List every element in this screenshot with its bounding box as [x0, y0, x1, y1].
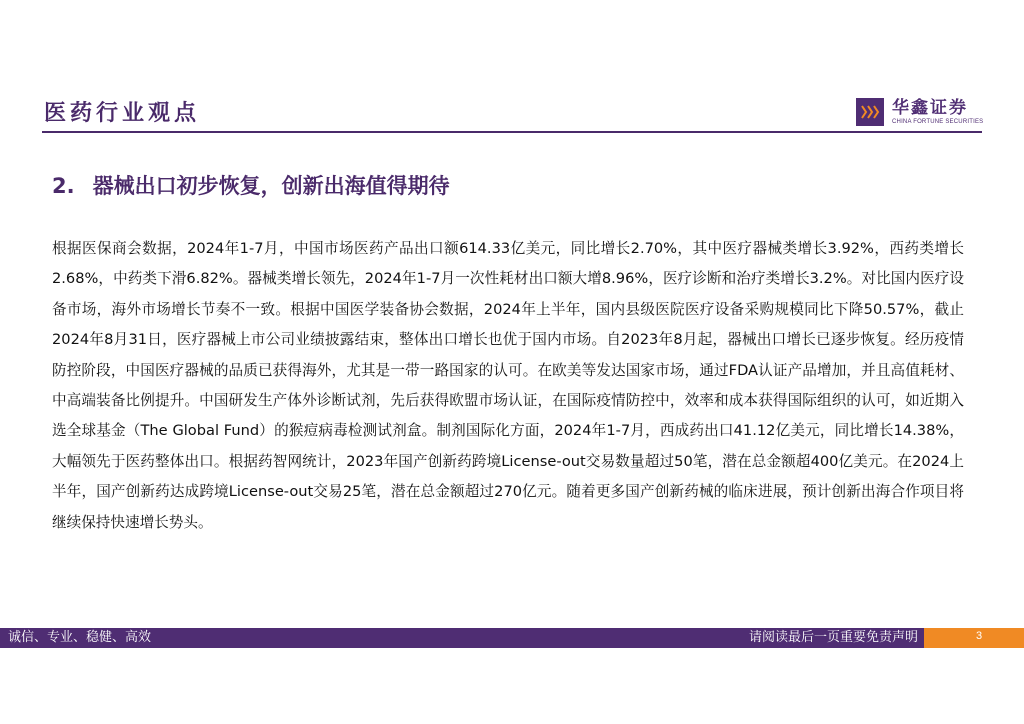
section-number: 2. — [52, 174, 75, 198]
logo-mark-icon — [856, 98, 884, 126]
page-number: 3 — [976, 630, 983, 642]
footer-slogan: 诚信、专业、稳健、高效 — [8, 630, 152, 645]
footer-disclaimer: 请阅读最后一页重要免责声明 — [748, 630, 918, 645]
footer-bar — [0, 628, 924, 648]
logo-chinese-name: 华鑫证券 — [892, 98, 968, 118]
logo-english-name: CHINA FORTUNE SECURITIES — [892, 119, 984, 125]
section-heading — [52, 170, 450, 200]
section-heading-text: 器械出口初步恢复，创新出海值得期待 — [92, 174, 450, 198]
header-divider — [42, 131, 982, 133]
page-number-box — [924, 628, 1024, 648]
company-logo — [856, 98, 983, 126]
page-title: 医药行业观点 — [44, 101, 201, 126]
body-paragraph: 根据医保商会数据，2024年1-7月，中国市场医药产品出口额614.33亿美元，同比增长2.70%，其中医疗器械类增长3.92%，西药类增长2.68%，中药类下滑6.82%。器械类增长领先，2024年1-7月一次性耗材出口额大增8.96%，医疗诊断和治疗类增长3.2%。对比国内医疗设备市场，海外市场增长节奏不一致。根据中国医学装备协会数据，2024年上半年，国内县级医院医疗设备采购规模同比下降50.57%，截止2024年8月31日，医疗器械上市公司业绩披露结束，整体出口增长也优于国内市场。自2023年8月起，器械出口增长已逐步恢复。经历疫情防控阶段，中国医疗器械的品质已获得海外，尤其是一带一路国家的认可。在欧美等发达国家市场，通过FDA认证产品增加，并且高值耗材、中高端装备比例提升。中国研发生产体外诊断试剂，先后获得欧盟市场认证，在国际疫情防控中，效率和成本获得国际组织的认可，如近期入选全球基金（The Global Fund）的猴痘病毒检测试剂盒。制剂国际化方面，2024年1-7月，西成药出口41.12亿美元，同比增长14.38%，大幅领先于医药整体出口。根据药智网统计，2023年国产创新药跨境License-out交易数量超过50笔，潜在总金额超400亿美元。在2024上半年，国产创新药达成跨境License-out交易25笔，潜在总金额超过270亿元。随着更多国产创新药械的临床进展，预计创新出海合作项目将继续保持快速增长势头。 — [52, 240, 964, 531]
